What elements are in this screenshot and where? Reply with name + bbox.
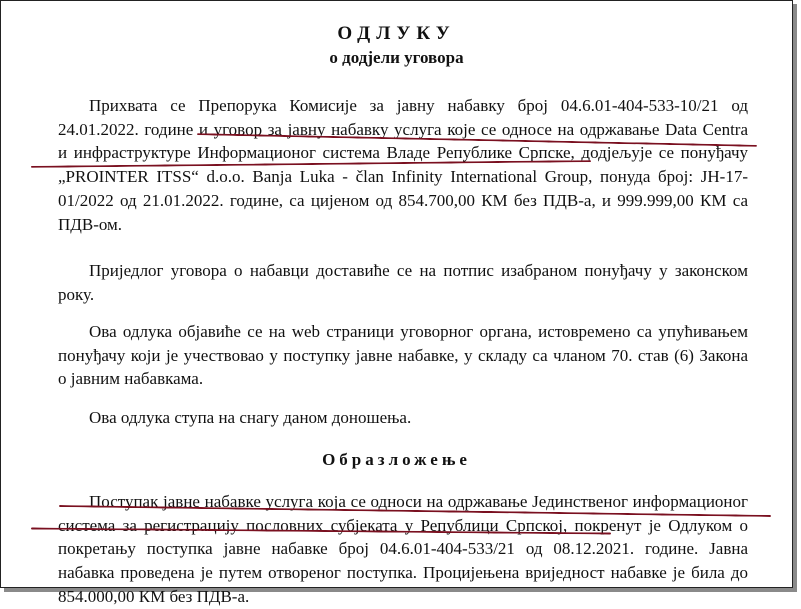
text-line: Приједлог уговора о набавци доставиће се на потпис изабраном понуђачу у законском [89,261,748,280]
text-line: 01/2022 од 21.01.2022. године, са цијеном од 854.700,00 КМ без ПДВ-а, и 999.999,00 КМ са [58,190,748,210]
paragraph-publication [58,320,748,391]
text-line: „PROINTER ITSS“ d.o.o. Banja Luka - član Infinity International Group, понуда број: JH-17- [58,167,748,187]
document-title: ОДЛУКУ [337,23,456,44]
text-line: Ова одлука објавиће се на web страници уговорног органа, истовремено са упућивањем [89,322,748,341]
text-line: и инфраструктуре Информационог система Владе Републике Српске, додјељује се понуђачу [58,143,748,163]
text-line: року. [58,284,95,304]
text-line: система за регистрацију пословних субјеката у Републици Српској, покренут је Одлуком о [58,515,748,535]
text-line: Поступак јавне набавке услуга која се односи на одржавање Јединственог информационог [89,492,748,511]
paragraph-effective [58,406,748,430]
paragraph-contract-delivery [58,259,748,306]
text-line: покретању поступка јавне набавке број 04.6.01-404-533/21 од 08.12.2021. године. Јавна [58,539,748,559]
text-line: понуђачу који је учествовао у поступку јавне набавке, у складу са чланом 70. став (6) Закона [58,345,748,365]
document-subtitle: о додјели уговора [329,48,464,67]
text-line: 854.000,00 КМ без ПДВ-а. [58,586,250,606]
text-line: Прихвата се Препорука Комисије за јавну набавку број 04.6.01-404-533-10/21 од [89,96,748,115]
text-line: о јавним набавкама. [58,369,204,389]
section-title: Образложење [322,450,471,469]
text-line: ПДВ-ом. [58,214,123,234]
text-line: набавка проведена је путем отвореног поступка. Процијењена вриједност набавке је била до [58,563,748,583]
text-line: 24.01.2022. године и уговор за јавну набавку услуга које се односе на одржавање Data Centra [58,119,748,139]
text-line: Ова одлука ступа на снагу даном доношења. [89,408,412,427]
